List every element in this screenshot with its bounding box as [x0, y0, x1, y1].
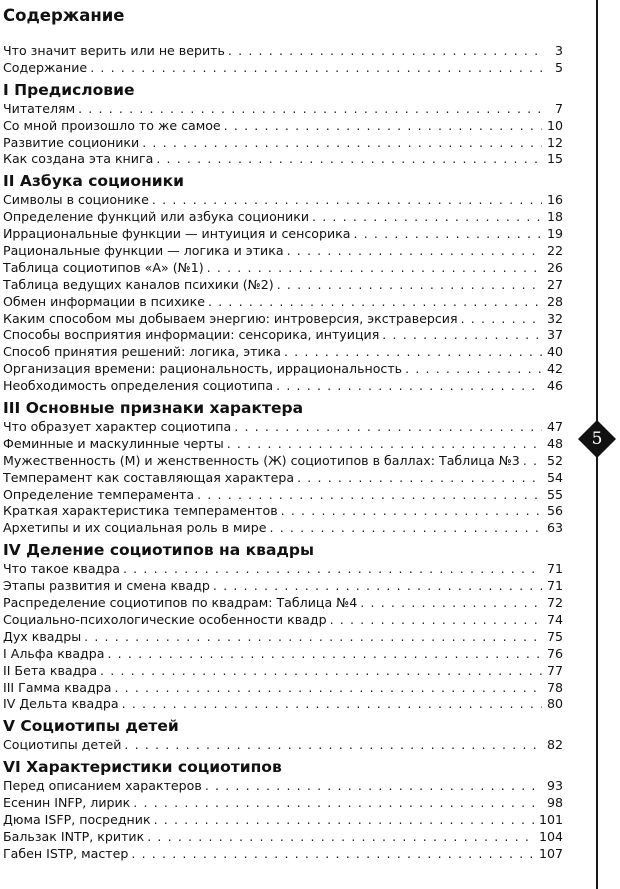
toc-leader-dots — [197, 487, 542, 504]
toc-entry-page: 37 — [546, 327, 563, 343]
toc-leader-dots — [224, 118, 542, 135]
toc-entry-title: Социально-психологические особенности квадр — [3, 611, 327, 627]
toc-entry — [3, 812, 563, 829]
toc-leader-dots — [461, 311, 542, 328]
toc-entry-title: Есенин INFP, лирик — [3, 795, 131, 811]
toc-entry-title: Со мной произошло то же самое — [3, 117, 221, 133]
toc-entry-page: 22 — [546, 243, 563, 259]
toc-leader-dots — [154, 812, 536, 829]
toc-entry-title: Иррациональные функции — интуиция и сенсорика — [3, 226, 351, 242]
toc-entry-title: Что такое квадра — [3, 561, 120, 577]
toc-entry-page: 19 — [546, 226, 563, 242]
section-heading: IV Деление социотипов на квадры — [3, 541, 315, 560]
toc-entry-title: Что значит верить или не верить — [3, 43, 225, 58]
toc-leader-dots — [90, 60, 542, 77]
toc-entry-title: III Гамма квадра — [3, 679, 112, 695]
toc-entry-page: 76 — [546, 645, 563, 661]
toc-entry-page: 104 — [538, 828, 563, 844]
toc-entry-title: Обмен информации в психике — [3, 293, 205, 309]
toc-entry — [3, 453, 563, 470]
section-heading: I Предисловие — [3, 80, 135, 99]
toc-leader-dots — [133, 795, 542, 812]
toc-entry — [3, 101, 563, 118]
toc-leader-dots — [208, 294, 542, 311]
toc-entry-title: Что образует характер социотипа — [3, 419, 232, 435]
toc-entry-title: Мужественность (М) и женственность (Ж) социотипов в баллах: Таблица №3 — [3, 452, 520, 468]
toc-entry — [3, 795, 563, 812]
toc-entry-title: Краткая характеристика темпераментов — [3, 503, 278, 519]
toc-entry — [3, 696, 563, 713]
toc-entry — [3, 561, 563, 578]
toc-entry-page: 10 — [546, 117, 563, 133]
section-heading: II Азбука соционики — [3, 172, 185, 191]
toc-leader-dots — [287, 243, 542, 260]
toc-entry-title: Рациональные функции — логика и этика — [3, 243, 284, 259]
toc-entry — [3, 344, 563, 361]
toc-entry — [3, 43, 563, 60]
toc-entry-page: 77 — [546, 662, 563, 678]
toc-leader-dots — [354, 226, 543, 243]
toc-entry-title: Каким способом мы добываем энергию: интроверсия, экстраверсия — [3, 310, 458, 326]
toc-entry-title: Таблица ведущих каналов психики (№2) — [3, 276, 274, 292]
toc-entry-page: 82 — [546, 737, 563, 753]
toc-entry-title: Таблица социотипов «А» (№1) — [3, 259, 204, 275]
toc-entry — [3, 829, 563, 846]
toc-entry-page: 52 — [546, 452, 563, 468]
page-number: 5 — [591, 429, 603, 449]
toc-entry-page: 42 — [546, 361, 563, 377]
toc-entry — [3, 737, 563, 754]
toc-entry — [3, 503, 563, 520]
toc-entry-page: 7 — [554, 100, 563, 116]
toc-entry-title: Символы в соционике — [3, 192, 149, 208]
toc-leader-dots — [523, 453, 542, 470]
toc-leader-dots — [277, 277, 542, 294]
toc-entry-title: Темперамент как составляющая характера — [3, 469, 295, 485]
toc-entry-title: Необходимость определения социотипа — [3, 378, 274, 394]
toc-entry — [3, 192, 563, 209]
toc-entry — [3, 118, 563, 135]
toc-entry-title: Читателям — [3, 100, 76, 116]
toc-entry-page: 75 — [546, 628, 563, 644]
toc-entry-page: 54 — [546, 469, 563, 485]
toc-entry-page: 55 — [546, 486, 563, 502]
toc-entry-title: Перед описанием характеров — [3, 778, 202, 794]
toc-entry-title: Определение функций или азбука соционики — [3, 209, 310, 225]
toc-title: Содержание — [3, 6, 125, 25]
toc-entry-page: 71 — [546, 561, 563, 577]
toc-entry-page: 78 — [546, 679, 563, 695]
toc-leader-dots — [152, 192, 542, 209]
toc-leader-dots — [297, 470, 542, 487]
toc-entry-page: 74 — [546, 611, 563, 627]
toc-entry — [3, 327, 563, 344]
toc-leader-dots — [100, 663, 542, 680]
toc-leader-dots — [227, 436, 542, 453]
toc-entry — [3, 778, 563, 795]
toc-entry-page: 18 — [546, 209, 563, 225]
toc-entry-page: 98 — [546, 795, 563, 811]
toc-entry-title: Развитие соционики — [3, 134, 140, 150]
toc-entry — [3, 60, 563, 77]
toc-entry-title: I Альфа квадра — [3, 645, 105, 661]
toc-entry-title: Этапы развития и смена квадр — [3, 578, 210, 594]
toc-leader-dots — [142, 135, 542, 152]
toc-leader-dots — [107, 646, 542, 663]
toc-entry — [3, 209, 563, 226]
toc-entry — [3, 243, 563, 260]
toc-entry-title: Содержание — [3, 59, 88, 75]
toc-leader-dots — [360, 595, 542, 612]
toc-entry — [3, 151, 563, 168]
toc-entry — [3, 260, 563, 277]
section-heading: VI Характеристики социотипов — [3, 758, 282, 777]
toc-entry-title: Организация времени: рациональность, иррациональность — [3, 361, 403, 377]
toc-entry-page: 80 — [546, 696, 563, 712]
toc-entry — [3, 846, 563, 863]
toc-entry-page: 72 — [546, 595, 563, 611]
toc-leader-dots — [330, 612, 542, 629]
toc-leader-dots — [281, 503, 542, 520]
section-heading: III Основные признаки характера — [3, 399, 304, 418]
toc-entry — [3, 135, 563, 152]
toc-entry-page: 46 — [546, 378, 563, 394]
toc-leader-dots — [114, 680, 542, 697]
toc-entry — [3, 487, 563, 504]
toc-leader-dots — [147, 829, 536, 846]
toc-entry-title: Дюма ISFP, посредник — [3, 811, 151, 827]
toc-entry-page: 16 — [546, 192, 563, 208]
toc-entry-page: 26 — [546, 259, 563, 275]
toc-entry — [3, 378, 563, 395]
toc-leader-dots — [207, 260, 542, 277]
toc-entry-page: 101 — [538, 811, 563, 827]
toc-entry — [3, 680, 563, 697]
toc-entry-title: Способ принятия решений: логика, этика — [3, 344, 281, 360]
toc-entry-title: Распределение социотипов по квадрам: Таблица №4 — [3, 595, 358, 611]
section-heading: V Социотипы детей — [3, 717, 179, 736]
toc-entry — [3, 226, 563, 243]
toc-leader-dots — [84, 629, 542, 646]
toc-entries — [3, 43, 563, 863]
toc-leader-dots — [205, 778, 542, 795]
toc-entry — [3, 311, 563, 328]
toc-entry — [3, 520, 563, 537]
toc-entry — [3, 578, 563, 595]
toc-entry-page: 5 — [554, 59, 563, 75]
toc-entry-page: 107 — [538, 845, 563, 861]
toc-entry-page: 12 — [546, 134, 563, 150]
toc-entry — [3, 470, 563, 487]
toc-leader-dots — [156, 151, 542, 168]
toc-entry-title: Как создана эта книга — [3, 151, 154, 167]
toc-entry-page: 47 — [546, 419, 563, 435]
toc-entry-title: Феминные и маскулинные черты — [3, 435, 224, 451]
toc-entry-page: 32 — [546, 310, 563, 326]
toc-leader-dots — [131, 846, 536, 863]
toc-leader-dots — [382, 327, 542, 344]
toc-entry-title: IV Дельта квадра — [3, 696, 119, 712]
toc-leader-dots — [124, 737, 542, 754]
toc-entry-page: 93 — [546, 778, 563, 794]
toc-leader-dots — [122, 696, 542, 713]
toc-entry — [3, 595, 563, 612]
toc-leader-dots — [269, 520, 542, 537]
toc-entry-page: 48 — [546, 435, 563, 451]
toc-entry-title: Социотипы детей — [3, 737, 122, 753]
toc-entry — [3, 361, 563, 378]
toc-leader-dots — [284, 344, 542, 361]
toc-entry-page: 63 — [546, 520, 563, 536]
toc-entry-page: 15 — [546, 151, 563, 167]
toc-entry-title: Архетипы и их социальная роль в мире — [3, 520, 267, 536]
toc-entry-title: Дух квадры — [3, 628, 82, 644]
toc-leader-dots — [312, 209, 542, 226]
toc-entry-title: II Бета квадра — [3, 662, 98, 678]
toc-entry-title: Определение темперамента — [3, 486, 195, 502]
toc-entry-title: Габен ISTP, мастер — [3, 845, 129, 861]
toc-leader-dots — [78, 101, 542, 118]
toc-entry — [3, 419, 563, 436]
toc-entry — [3, 646, 563, 663]
toc-entry — [3, 629, 563, 646]
toc-leader-dots — [405, 361, 542, 378]
toc-entry — [3, 436, 563, 453]
toc-entry-page: 56 — [546, 503, 563, 519]
toc-entry-page: 27 — [546, 276, 563, 292]
toc-entry-title: Бальзак INTP, критик — [3, 828, 145, 844]
toc-entry — [3, 277, 563, 294]
toc-entry — [3, 663, 563, 680]
toc-entry — [3, 612, 563, 629]
toc-leader-dots — [213, 578, 542, 595]
toc-entry-page: 3 — [554, 43, 563, 58]
toc-entry-page: 28 — [546, 293, 563, 309]
toc-leader-dots — [228, 43, 542, 60]
toc-entry-title: Способы восприятия информации: сенсорика, интуиция — [3, 327, 380, 343]
toc-leader-dots — [276, 378, 542, 395]
toc-leader-dots — [123, 561, 542, 578]
toc-leader-dots — [234, 419, 542, 436]
toc-entry-page: 40 — [546, 344, 563, 360]
toc-entry-page: 71 — [546, 578, 563, 594]
toc-entry — [3, 294, 563, 311]
